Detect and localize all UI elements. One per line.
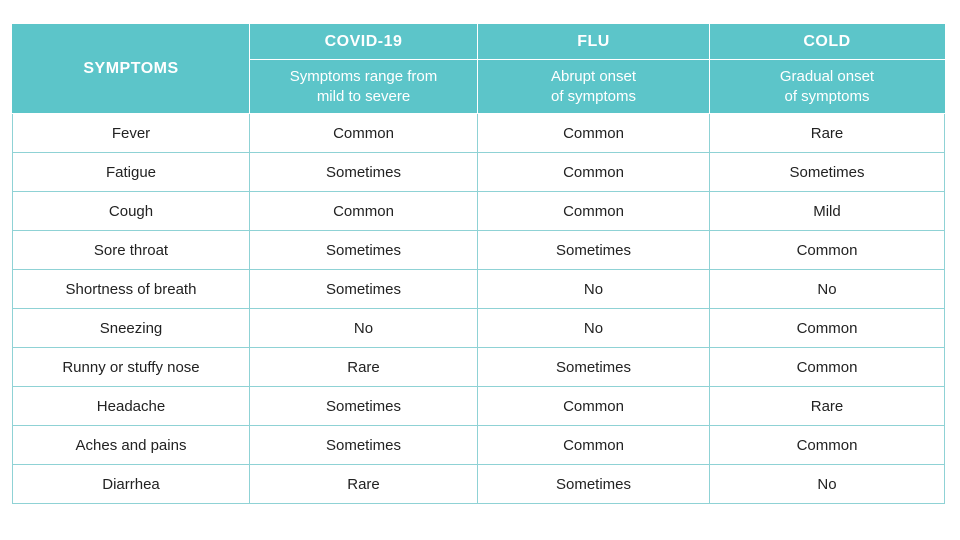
covid-value-cell: Rare — [250, 465, 478, 504]
cold-column-header: COLD — [710, 25, 945, 60]
flu-value-cell: Sometimes — [478, 231, 710, 270]
table-row — [13, 426, 945, 465]
symptom-comparison-table-container — [12, 24, 944, 504]
table-row — [13, 192, 945, 231]
cold-value-cell: No — [710, 270, 945, 309]
cold-column-description — [710, 60, 945, 114]
flu-column-header: FLU — [478, 25, 710, 60]
flu-value-cell: Common — [478, 426, 710, 465]
table-row — [13, 348, 945, 387]
symptom-name-cell: Shortness of breath — [13, 270, 250, 309]
flu-description-line-2: of symptoms — [550, 87, 637, 105]
symptoms-column-header: SYMPTOMS — [13, 25, 250, 114]
cold-value-cell: Common — [710, 231, 945, 270]
table-row — [13, 270, 945, 309]
flu-value-cell: No — [478, 270, 710, 309]
cold-value-cell: Common — [710, 348, 945, 387]
table-row — [13, 114, 945, 153]
covid-column-header: COVID-19 — [250, 25, 478, 60]
cold-description-line-2: of symptoms — [784, 87, 870, 105]
covid-value-cell: Sometimes — [250, 270, 478, 309]
flu-value-cell: Sometimes — [478, 348, 710, 387]
covid-value-cell: Sometimes — [250, 231, 478, 270]
cold-description-line-1: Gradual onset — [779, 67, 875, 85]
symptom-name-cell: Sneezing — [13, 309, 250, 348]
flu-column-description — [478, 60, 710, 114]
covid-value-cell: Sometimes — [250, 153, 478, 192]
symptom-name-cell: Diarrhea — [13, 465, 250, 504]
table-row — [13, 231, 945, 270]
flu-value-cell: Common — [478, 114, 710, 153]
table-header — [13, 25, 945, 114]
covid-value-cell: Common — [250, 192, 478, 231]
symptom-name-cell: Fatigue — [13, 153, 250, 192]
covid-value-cell: Common — [250, 114, 478, 153]
covid-column-description — [250, 60, 478, 114]
flu-description-line-1: Abrupt onset — [550, 67, 637, 85]
cold-value-cell: Common — [710, 309, 945, 348]
cold-value-cell: Mild — [710, 192, 945, 231]
cold-value-cell: No — [710, 465, 945, 504]
header-row-top — [13, 25, 945, 60]
cold-value-cell: Rare — [710, 387, 945, 426]
symptom-name-cell: Runny or stuffy nose — [13, 348, 250, 387]
symptom-comparison-table — [12, 24, 945, 504]
symptom-name-cell: Aches and pains — [13, 426, 250, 465]
covid-description-line-1: Symptoms range from — [289, 67, 438, 85]
flu-value-cell: Common — [478, 387, 710, 426]
table-row — [13, 465, 945, 504]
symptom-name-cell: Sore throat — [13, 231, 250, 270]
covid-value-cell: Rare — [250, 348, 478, 387]
flu-value-cell: Common — [478, 192, 710, 231]
symptom-name-cell: Fever — [13, 114, 250, 153]
symptom-name-cell: Cough — [13, 192, 250, 231]
covid-value-cell: Sometimes — [250, 426, 478, 465]
covid-value-cell: Sometimes — [250, 387, 478, 426]
table-body — [13, 114, 945, 504]
flu-value-cell: Sometimes — [478, 465, 710, 504]
flu-value-cell: Common — [478, 153, 710, 192]
covid-description-line-2: mild to severe — [316, 87, 411, 105]
covid-value-cell: No — [250, 309, 478, 348]
cold-value-cell: Rare — [710, 114, 945, 153]
flu-value-cell: No — [478, 309, 710, 348]
cold-value-cell: Common — [710, 426, 945, 465]
cold-value-cell: Sometimes — [710, 153, 945, 192]
table-row — [13, 153, 945, 192]
table-row — [13, 309, 945, 348]
table-row — [13, 387, 945, 426]
symptom-name-cell: Headache — [13, 387, 250, 426]
